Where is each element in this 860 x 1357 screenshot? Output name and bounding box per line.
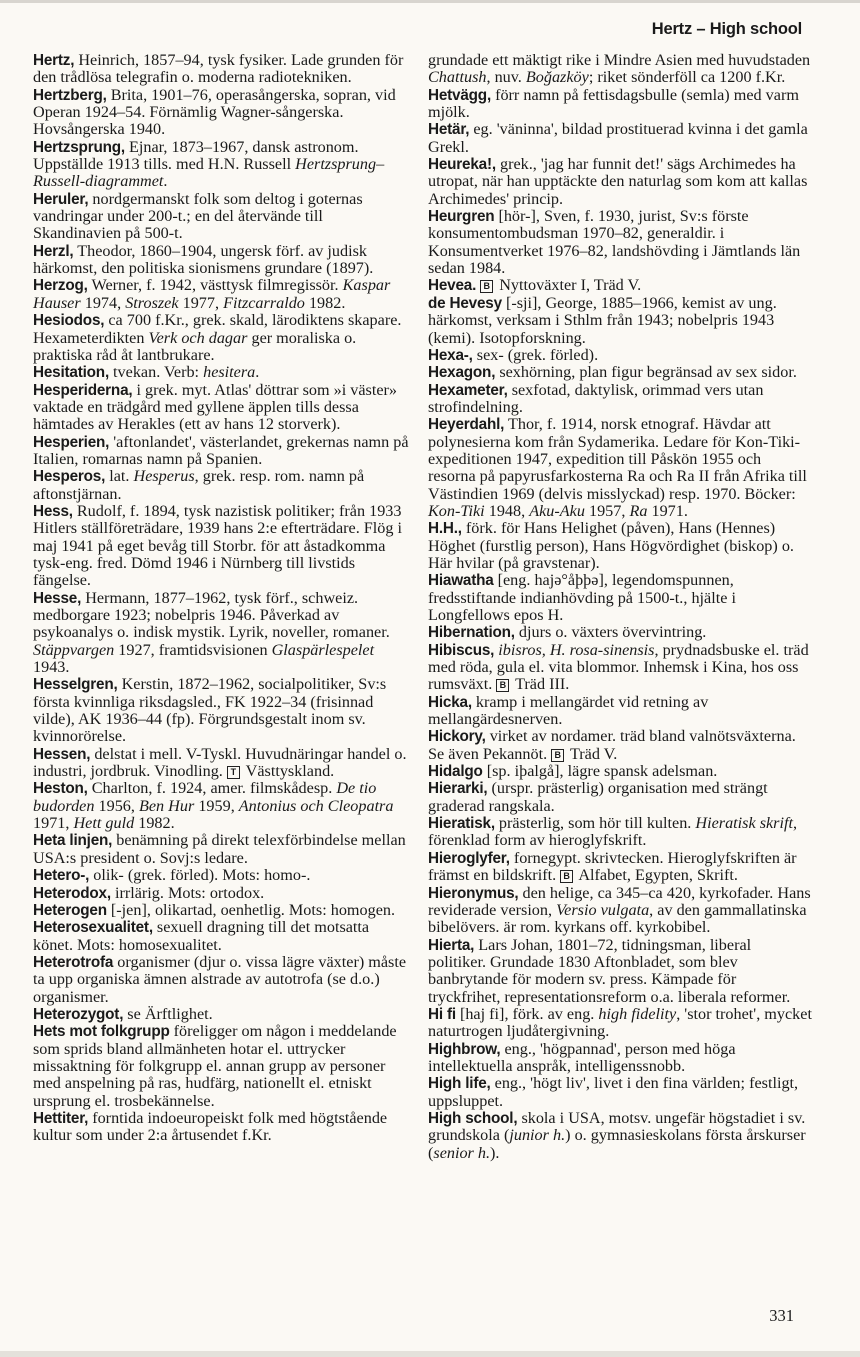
entry-headword: Hexa-, (428, 346, 473, 364)
entry-headword: Hieroglyfer, (428, 849, 510, 867)
entry-headword: Hesperos, (33, 468, 106, 486)
dictionary-entry (33, 590, 411, 677)
plate-reference-icon: B (496, 679, 509, 692)
italic-term: Hieratisk skrift (695, 814, 793, 833)
italic-term: Glaspärlespelet (271, 640, 375, 659)
entry-text: eg. 'väninna', bildad prostituerad kvinna i det gamla Grekl. (428, 120, 808, 156)
dictionary-entry (33, 277, 411, 312)
dictionary-entry (33, 434, 411, 469)
entry-text: delstat i mell. V-Tyskl. Huvudnäringar handel o. industri, jordbruk. Vinodling. (33, 744, 407, 781)
entry-text: Alfabet, Egypten, Skrift. (575, 866, 738, 885)
italic-term: senior h. (433, 1143, 491, 1162)
entry-headword: Hess, (33, 502, 73, 520)
entry-text: (urspr. prästerlig) organisation med strängt graderad rangskala. (428, 779, 768, 815)
dictionary-entry (33, 676, 411, 745)
entry-text: , nuv. (486, 68, 526, 87)
dictionary-entry (428, 624, 812, 641)
entry-text: den helige, ca 345–ca 420, kyrkofader. Hans reviderade version, (428, 883, 811, 919)
entry-text: virket av nordamer. träd bland valnötsväxterna. Se även Pekannöt. (428, 727, 796, 763)
dictionary-entry (33, 1023, 411, 1110)
dictionary-entry (428, 87, 812, 122)
entry-text: 1982. (304, 293, 346, 312)
entry-headword: Heureka!, (428, 156, 496, 174)
entry-text: irrlärig. Mots: ortodox. (110, 883, 265, 902)
entry-headword: Hicka, (428, 693, 472, 711)
plate-reference-icon: B (560, 870, 573, 883)
dictionary-entry (33, 780, 411, 832)
entry-headword: Herzog, (33, 277, 88, 295)
italic-term: De tio budorden (33, 779, 377, 815)
entry-text: skola i USA, motsv. ungefär högstadiet i sv. grundskola ( (428, 1108, 806, 1145)
dictionary-entry (33, 382, 411, 434)
entry-text: prästerlig, som hör till kulten. (494, 814, 696, 833)
entry-text: Träd III. (511, 675, 570, 694)
entry-headword: Hesperien, (33, 433, 110, 451)
entry-text: 1948, (484, 501, 530, 520)
italic-term: Chattush (428, 68, 487, 87)
entry-text: Nyttoväxter I, Träd V. (495, 276, 642, 295)
entry-text: Hermann, 1877–1962, tysk förf., schweiz. medborgare 1923; nobelpris 1946. Påverkad av psykoanalys o. indisk mystik. Lyrik, noveller, romaner. (33, 588, 390, 642)
entry-text: se Ärftlighet. (123, 1004, 213, 1023)
entry-headword: Heterosexualitet, (33, 919, 153, 937)
dictionary-entry (428, 694, 812, 729)
entry-headword: Hevea. (428, 277, 477, 295)
entry-text: . (255, 363, 260, 382)
entry-headword: Hesse, (33, 589, 82, 607)
dictionary-entry (428, 156, 812, 208)
entry-text: föreligger om någon i meddelande som sprids bland allmänheten hotar el. uttrycker missaktning för folkgrupp el. annan grupp av personer med anspelning på ras, hudfärg, nationellt el. etniskt ursprung el. trosbekännelse. (33, 1022, 397, 1110)
dictionary-entry (428, 347, 812, 364)
dictionary-entry (33, 832, 411, 867)
entry-headword: Heruler, (33, 190, 89, 208)
entry-headword: Heterodox, (33, 884, 111, 902)
entry-text: nordgermanskt folk som deltog i goternas vandringar under 200-t.; en del återvände till Skandinavien på 500-t. (33, 189, 363, 243)
entry-text: benämning på direkt telexförbindelse mellan USA:s president o. Sovj:s ledare. (33, 831, 406, 867)
entry-text: grek., 'jag har funnit det!' sägs Archimedes ha utropat, när han upptäckte den naturlag som kom att kallas Archimedes' princip. (428, 155, 808, 208)
entry-text: , förenklad form av hieroglyfskrift. (428, 814, 798, 850)
dictionary-entry (33, 243, 411, 278)
entry-headword: Highbrow, (428, 1040, 501, 1058)
dictionary-entry (33, 746, 411, 781)
italic-term: Ben Hur (138, 796, 195, 815)
entry-headword: Heterogen (33, 901, 107, 919)
entry-text: Werner, f. 1942, västtysk filmregissör. (87, 276, 343, 295)
entry-text: Västtyskland. (241, 762, 335, 781)
italic-term: Kon-Tiki (428, 501, 485, 520)
entry-text: 1959, (194, 796, 239, 815)
entry-text: . (163, 172, 168, 191)
entry-text: [-sji], George, 1885–1966, kemist av ung. härkomst, verksam i Sthlm från 1943; nobelpris 1943 (kemi). Isotopforskning. (428, 293, 777, 347)
entry-text: ) o. gymnasieskolans första årskurser ( (428, 1126, 806, 1162)
entry-text: 1927, framtidsvisionen (114, 640, 272, 659)
entry-headword: Hieronymus, (428, 884, 519, 902)
entry-headword: Hibiscus, (428, 641, 495, 659)
entry-text: Träd V. (566, 744, 618, 763)
table-reference-icon: T (227, 766, 240, 779)
dictionary-entry (33, 503, 411, 590)
dictionary-entry (428, 364, 812, 381)
entry-text: 1957, (584, 501, 630, 520)
entry-text: sexuell dragning till det motsatta könet. Mots: homosexualitet. (33, 918, 370, 954)
entry-headword: High life, (428, 1075, 491, 1093)
entry-headword: Heyerdahl, (428, 416, 505, 434)
entry-headword: de Hevesy (428, 294, 502, 312)
left-column (33, 52, 411, 1145)
dictionary-entry (428, 121, 812, 156)
italic-term: ibisros, H. rosa-sinensis (498, 640, 655, 659)
entry-text: ca 700 f.Kr., grek. skald, lärodiktens skapare. Hexameterdikten (33, 311, 402, 347)
plate-reference-icon: B (480, 280, 493, 293)
entry-text: lat. (105, 467, 134, 486)
entry-headword: Hi fi (428, 1005, 456, 1023)
italic-term: Ra (629, 501, 648, 520)
entry-text: sexhörning, plan figur begränsad av sex sidor. (495, 363, 797, 382)
entry-text: förr namn på fettisdagsbulle (semla) med varm mjölk. (428, 85, 799, 122)
italic-term: Hesperus (133, 467, 195, 486)
entry-headword: Hetvägg, (428, 86, 492, 104)
entry-headword: Hesperiderna, (33, 381, 133, 399)
entry-headword: Heston, (33, 780, 88, 798)
dictionary-entry (428, 277, 812, 294)
entry-text: [sp. iþalgå], lägre spansk adelsman. (482, 762, 718, 781)
dictionary-entry (428, 295, 812, 347)
italic-term: Boğazköy (525, 68, 589, 87)
entry-headword: Hexagon, (428, 364, 496, 382)
italic-term: Aku-Aku (529, 501, 585, 520)
dictionary-entry (428, 780, 812, 815)
page-number: 331 (769, 1306, 794, 1325)
dictionary-entry (428, 763, 812, 780)
dictionary-entry (33, 139, 411, 191)
entry-text: 1971, (33, 814, 74, 833)
entry-text: ; riket sönderföll ca 1200 f.Kr. (588, 68, 786, 87)
dictionary-entry (428, 1006, 812, 1041)
dictionary-entry (428, 1041, 812, 1076)
dictionary-entry (428, 642, 812, 694)
entry-text: sexfotad, daktylisk, orimmad vers utan strofindelning. (428, 380, 764, 416)
entry-text: 1971. (647, 501, 688, 520)
dictionary-entry (428, 850, 812, 885)
italic-term: Stroszek (125, 293, 179, 312)
dictionary-entry (428, 1075, 812, 1110)
entry-headword: Heta linjen, (33, 832, 113, 850)
entry-text: Ejnar, 1873–1967, dansk astronom. Uppställde 1913 tills. med H.N. Russell (33, 137, 359, 174)
page-edge-bottom (0, 1351, 860, 1357)
entry-headword: Hetär, (428, 121, 470, 139)
dictionary-entry (33, 468, 411, 503)
dictionary-entry (33, 191, 411, 243)
dictionary-entry (428, 937, 812, 1006)
entry-headword: Hesitation, (33, 364, 109, 382)
entry-text: Thor, f. 1914, norsk etnograf. Hävdar att polynesierna kom från Sydamerika. Ledare för Kon-Tiki-expeditionen 1947, expedition till Påskön 1955 och resorna på papyrusfarkosterna Ra och Ra II från Afrika till Västindien 1969 (delvis misslyckad) resp. 1970. Böcker: (428, 415, 807, 503)
plate-reference-icon: B (551, 749, 564, 762)
entry-text: 1974, (80, 293, 126, 312)
entry-text: Kerstin, 1872–1962, socialpolitiker, Sv:s första kvinnliga riksdagsled., FK 1922–34 (frisinnad vilde), AK 1936–44 (fp). Förgrundsgestalt inom sv. kvinnorörelse. (33, 675, 387, 746)
entry-headword: Hertzberg, (33, 86, 107, 104)
entry-headword: Herzl, (33, 242, 74, 260)
entry-headword: Hesselgren, (33, 676, 118, 694)
entry-headword: Heurgren (428, 208, 495, 226)
entry-headword: Hexameter, (428, 381, 508, 399)
dictionary-entry (33, 1006, 411, 1023)
dictionary-entry (33, 885, 411, 902)
entry-text: eng., 'högt liv', livet i den fina världen; festligt, uppsluppet. (428, 1074, 799, 1110)
italic-term: Hett guld (73, 814, 135, 833)
entry-headword: Hettiter, (33, 1109, 89, 1127)
entry-text: tvekan. Verb: (109, 363, 204, 382)
entry-text: Rudolf, f. 1894, tysk nazistisk politiker; från 1933 Hitlers ställföreträdare, 1939 hans 2:e efterträdare. Flög i maj 1941 på eget bevåg till Storbr. för att åstadkomma tysk-eng. fred. Dömd 1946 i Nürnberg till livstids fängelse. (33, 501, 403, 590)
entry-text: Theodor, 1860–1904, ungersk förf. av judisk härkomst, den politiska sionismens grundare (1897). (33, 241, 374, 278)
right-column (428, 52, 812, 1162)
entry-text: organismer (djur o. vissa lägre växter) måste ta upp organiska ämnen alstrade av autotrofa (se d.o.) organismer. (33, 952, 407, 1006)
entry-text: olik- (grek. förled). Mots: homo-. (89, 866, 311, 885)
entry-headword: Hessen, (33, 745, 91, 763)
entry-text: 'aftonlandet', västerlandet, grekernas namn på Italien, romarnas namn på Spanien. (33, 432, 409, 468)
italic-term: Hertzsprung–Russell-diagrammet (33, 155, 385, 191)
entry-headword: High school, (428, 1109, 518, 1127)
italic-term: Stäppvargen (33, 640, 115, 659)
italic-term: hesitera (203, 363, 256, 382)
entry-text: ger moraliska o. praktiska råd åt lantbrukare. (33, 328, 357, 364)
entry-headword: Hierarki, (428, 780, 488, 798)
dictionary-entry (33, 954, 411, 1006)
entry-headword: Hidalgo (428, 763, 483, 781)
running-head: Hertz – High school (651, 20, 802, 38)
entry-text: eng., 'högpannad', person med höga intellektuella anspråk, intelligenssnobb. (428, 1039, 736, 1075)
dictionary-entry (428, 416, 812, 520)
dictionary-entry (428, 52, 812, 87)
entry-text: 1956, (94, 796, 139, 815)
page-edge-top (0, 0, 860, 3)
entry-text: i grek. myt. Atlas' döttrar som »i väster» vaktade en trädgård med gyllene äpplen tills dessa hämtades av Herakles (ett av hans 12 storverk). (33, 380, 397, 434)
italic-term: high fidelity (598, 1004, 677, 1023)
entry-text: grundade ett mäktigt rike i Mindre Asien med huvudstaden (428, 51, 811, 69)
entry-headword: Hertzsprung, (33, 138, 125, 156)
italic-term: Versio vulgata (556, 900, 650, 919)
entry-text: , prydnadsbuske el. träd med röda, gula el. vita blommor. Inhemsk i Kina, hos oss rumsväxt. (428, 640, 809, 694)
entry-headword: Hierta, (428, 936, 475, 954)
entry-text: , 'stor trohet', mycket naturtrogen ljudåtergivning. (428, 1004, 812, 1041)
italic-term: Fitzcarraldo (223, 293, 305, 312)
entry-text: 1943. (33, 658, 70, 677)
entry-headword: Hieratisk, (428, 815, 495, 833)
entry-text: forntida indoeuropeiskt folk med högtstående kultur som under 2:a årtusendet f.Kr. (33, 1108, 388, 1145)
entry-text: 1982. (134, 814, 175, 833)
dictionary-entry (33, 364, 411, 381)
dictionary-entry (428, 208, 812, 277)
dictionary-entry (428, 572, 812, 624)
entry-text: fornegypt. skrivtecken. Hieroglyfskriften är främst en bildskrift. (428, 848, 797, 885)
italic-term: Verk och dagar (148, 328, 248, 347)
entry-text: [eng. hajə°åþþə], legendomspunnen, fredsstiftande indianhövding på 1500-t., hjälte i Longfellows epos H. (428, 571, 736, 624)
dictionary-entry (33, 902, 411, 919)
dictionary-entry (428, 1110, 812, 1162)
dictionary-entry (428, 382, 812, 417)
entry-text: , grek. resp. rom. namn på aftonstjärnan. (33, 467, 365, 503)
dictionary-entry (33, 87, 411, 139)
entry-text: [hör-], Sven, f. 1930, jurist, Sv:s förste konsumentombudsman 1970–82, generaldir. i Konsumentverket 1976–82, landshövding i Jämtlands län sedan 1984. (428, 207, 801, 278)
entry-headword: Hets mot folkgrupp (33, 1023, 170, 1041)
entry-headword: Hickory, (428, 728, 486, 746)
entry-text: ). (490, 1143, 500, 1162)
dictionary-entry (428, 885, 812, 937)
entry-headword: Hesiodos, (33, 312, 105, 330)
entry-text: kramp i mellangärdet vid retning av mellangärdesnerven. (428, 692, 709, 729)
entry-headword: Heterozygot, (33, 1005, 124, 1023)
dictionary-entry (33, 52, 411, 87)
italic-term: Kaspar Hauser (33, 276, 391, 312)
italic-term: Antonius och Cleopatra (238, 796, 394, 815)
dictionary-entry (428, 728, 812, 763)
entry-headword: Heterotrofa (33, 953, 114, 971)
entry-headword: Hibernation, (428, 624, 515, 642)
dictionary-entry (428, 815, 812, 850)
dictionary-entry (33, 867, 411, 884)
dictionary-entry (33, 312, 411, 364)
italic-term: junior h. (509, 1126, 566, 1145)
entry-text: Heinrich, 1857–94, tysk fysiker. Lade grunden för den trådlösa telegrafin o. moderna radiotekniken. (33, 51, 404, 87)
entry-text: 1977, (178, 293, 224, 312)
entry-headword: Hertz, (33, 52, 75, 69)
dictionary-entry (428, 520, 812, 572)
entry-headword: Hetero-, (33, 867, 90, 885)
entry-headword: H.H., (428, 520, 462, 538)
entry-text: [-jen], olikartad, oenhetlig. Mots: homogen. (106, 900, 396, 919)
entry-text: Lars Johan, 1801–72, tidningsman, liberal politiker. Grundade 1830 Aftonbladet, som blev banbrytande för modern sv. press. Kämpade för tryckfrihet, representationsreform o.a. liberala reformer. (428, 935, 791, 1006)
entry-text: förk. för Hans Helighet (påven), Hans (Hennes) Höghet (furstlig person), Hans Högvördighet (biskop) o. Här hvilar (på gravstenar). (428, 519, 794, 572)
entry-text: sex- (grek. förled). (472, 345, 599, 364)
entry-text: Charlton, f. 1924, amer. filmskådesp. (87, 779, 337, 798)
dictionary-entry (33, 1110, 411, 1145)
entry-text: djurs o. växters övervintring. (514, 623, 707, 642)
entry-text: [haj fi], förk. av eng. (455, 1004, 599, 1023)
entry-headword: Hiawatha (428, 572, 494, 590)
entry-text: Brita, 1901–76, operasångerska, sopran, vid Operan 1924–54. Förnämlig Wagner-sångerska. Hovsångerska 1940. (33, 85, 396, 139)
entry-text: , av den gammallatinska bibelövers. är rom. kyrkans off. kyrkobibel. (428, 900, 807, 937)
dictionary-entry (33, 919, 411, 954)
